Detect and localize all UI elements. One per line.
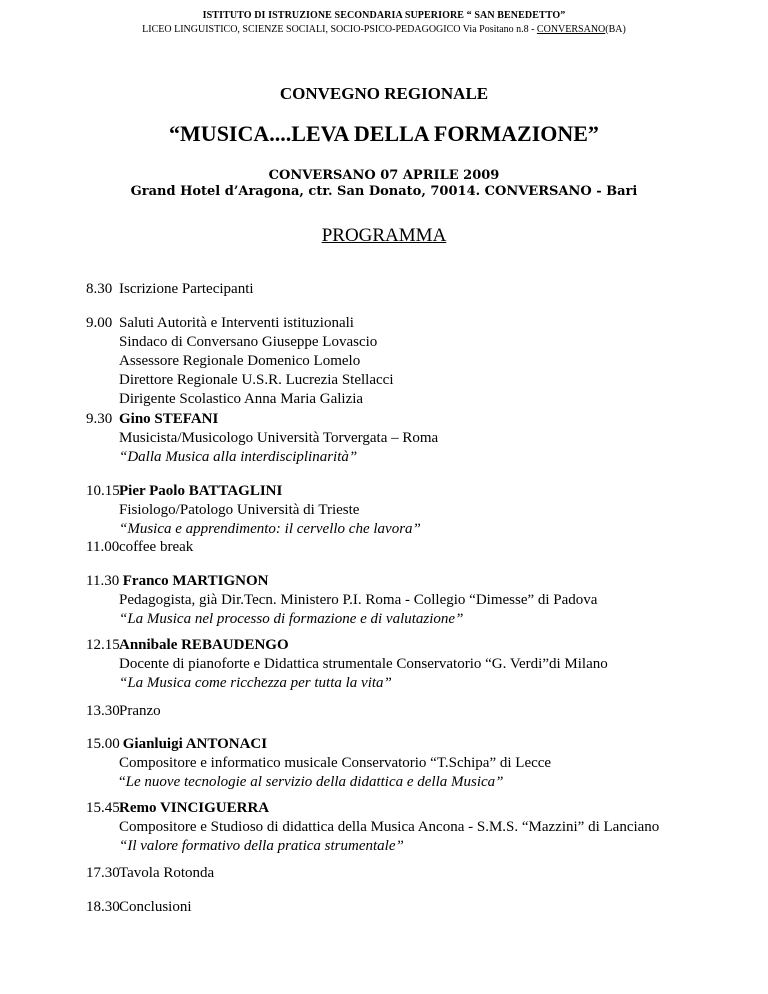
talk-title: “Musica e apprendimento: il cervello che lavora” [119,521,421,537]
speaker-name: Gianluigi ANTONACI [119,736,268,752]
item-line: Musicista/Musicologo Università Torvergata – Roma [119,430,439,446]
item-time: 15.00 [86,736,120,752]
institute-city: CONVERSANO [536,24,606,35]
item-line: Conclusioni [119,899,192,915]
institute-province: (BA) [605,24,626,35]
item-time: 13.30 [86,703,120,719]
talk-title: “Dalla Musica alla interdisciplinarità” [119,449,358,465]
speaker-name: Gino STEFANI [119,411,219,427]
item-time: 10.15 [86,483,120,499]
item-line: Fisiologo/Patologo Università di Trieste [119,502,360,518]
institute-name: ISTITUTO DI ISTRUZIONE SECONDARIA SUPERIORE “ SAN BENEDETTO” [202,10,566,21]
item-line: Pedagogista, già Dir.Tecn. Ministero P.I. Roma - Collegio “Dimesse” di Padova [119,592,598,608]
item-line: Assessore Regionale Domenico Lomelo [119,353,361,369]
event-type: CONVEGNO REGIONALE [279,84,489,103]
talk-title: “Il valore formativo della pratica strumentale” [119,838,404,854]
item-time: 17.30 [86,865,120,881]
event-date: CONVERSANO 07 APRILE 2009 [268,168,500,183]
talk-title [119,773,551,792]
talk-title: “La Musica nel processo di formazione e di valutazione” [119,611,464,627]
item-line: Sindaco di Conversano Giuseppe Lovascio [119,334,378,350]
item-time: 11.00 [86,539,120,555]
item-line: Tavola Rotonda [119,865,215,881]
talk-title: “La Musica come ricchezza per tutta la vita” [119,675,392,691]
item-line: Dirigente Scolastico Anna Maria Galizia [119,391,364,407]
item-line: Compositore e informatico musicale Conservatorio “T.Schipa” di Lecce [119,755,552,771]
speaker-name: Remo VINCIGUERRA [119,800,270,816]
item-line: Iscrizione Partecipanti [119,281,254,297]
institute-address: LICEO LINGUISTICO, SCIENZE SOCIALI, SOCIO-PSICO-PEDAGOGICO Via Positano n.8 - [142,24,537,35]
item-line: coffee break [119,539,194,555]
item-line: Saluti Autorità e Interventi istituzionali [119,315,354,331]
event-venue: Grand Hotel d’Aragona, ctr. San Donato, 70014. CONVERSANO - Bari [130,184,638,199]
item-line: Direttore Regionale U.S.R. Lucrezia Stellacci [119,372,394,388]
talk-title-open-quote: “ [119,774,126,790]
item-time: 8.30 [86,281,113,297]
item-time: 9.00 [86,315,113,331]
item-time: 12.15 [86,637,120,653]
item-line: Docente di pianoforte e Didattica strumentale Conservatorio “G. Verdi”di Milano [119,656,608,672]
event-title: “MUSICA....LEVA DELLA FORMAZIONE” [169,121,599,146]
speaker-name: Pier Paolo BATTAGLINI [119,483,283,499]
item-line: Pranzo [119,703,161,719]
speaker-name: Franco MARTIGNON [119,573,269,589]
item-time: 15.45 [86,800,120,816]
item-time: 9.30 [86,411,113,427]
program-heading: PROGRAMMA [321,225,447,246]
institute-subtitle [0,24,768,35]
item-time: 11.30 [86,573,120,589]
item-time: 18.30 [86,899,120,915]
speaker-name: Annibale REBAUDENGO [119,637,289,653]
item-line: Compositore e Studioso di didattica della Musica Ancona - S.M.S. “Mazzini” di Lanciano [119,819,660,835]
talk-title-text: Le nuove tecnologie al servizio della didattica e della Musica” [125,774,504,790]
